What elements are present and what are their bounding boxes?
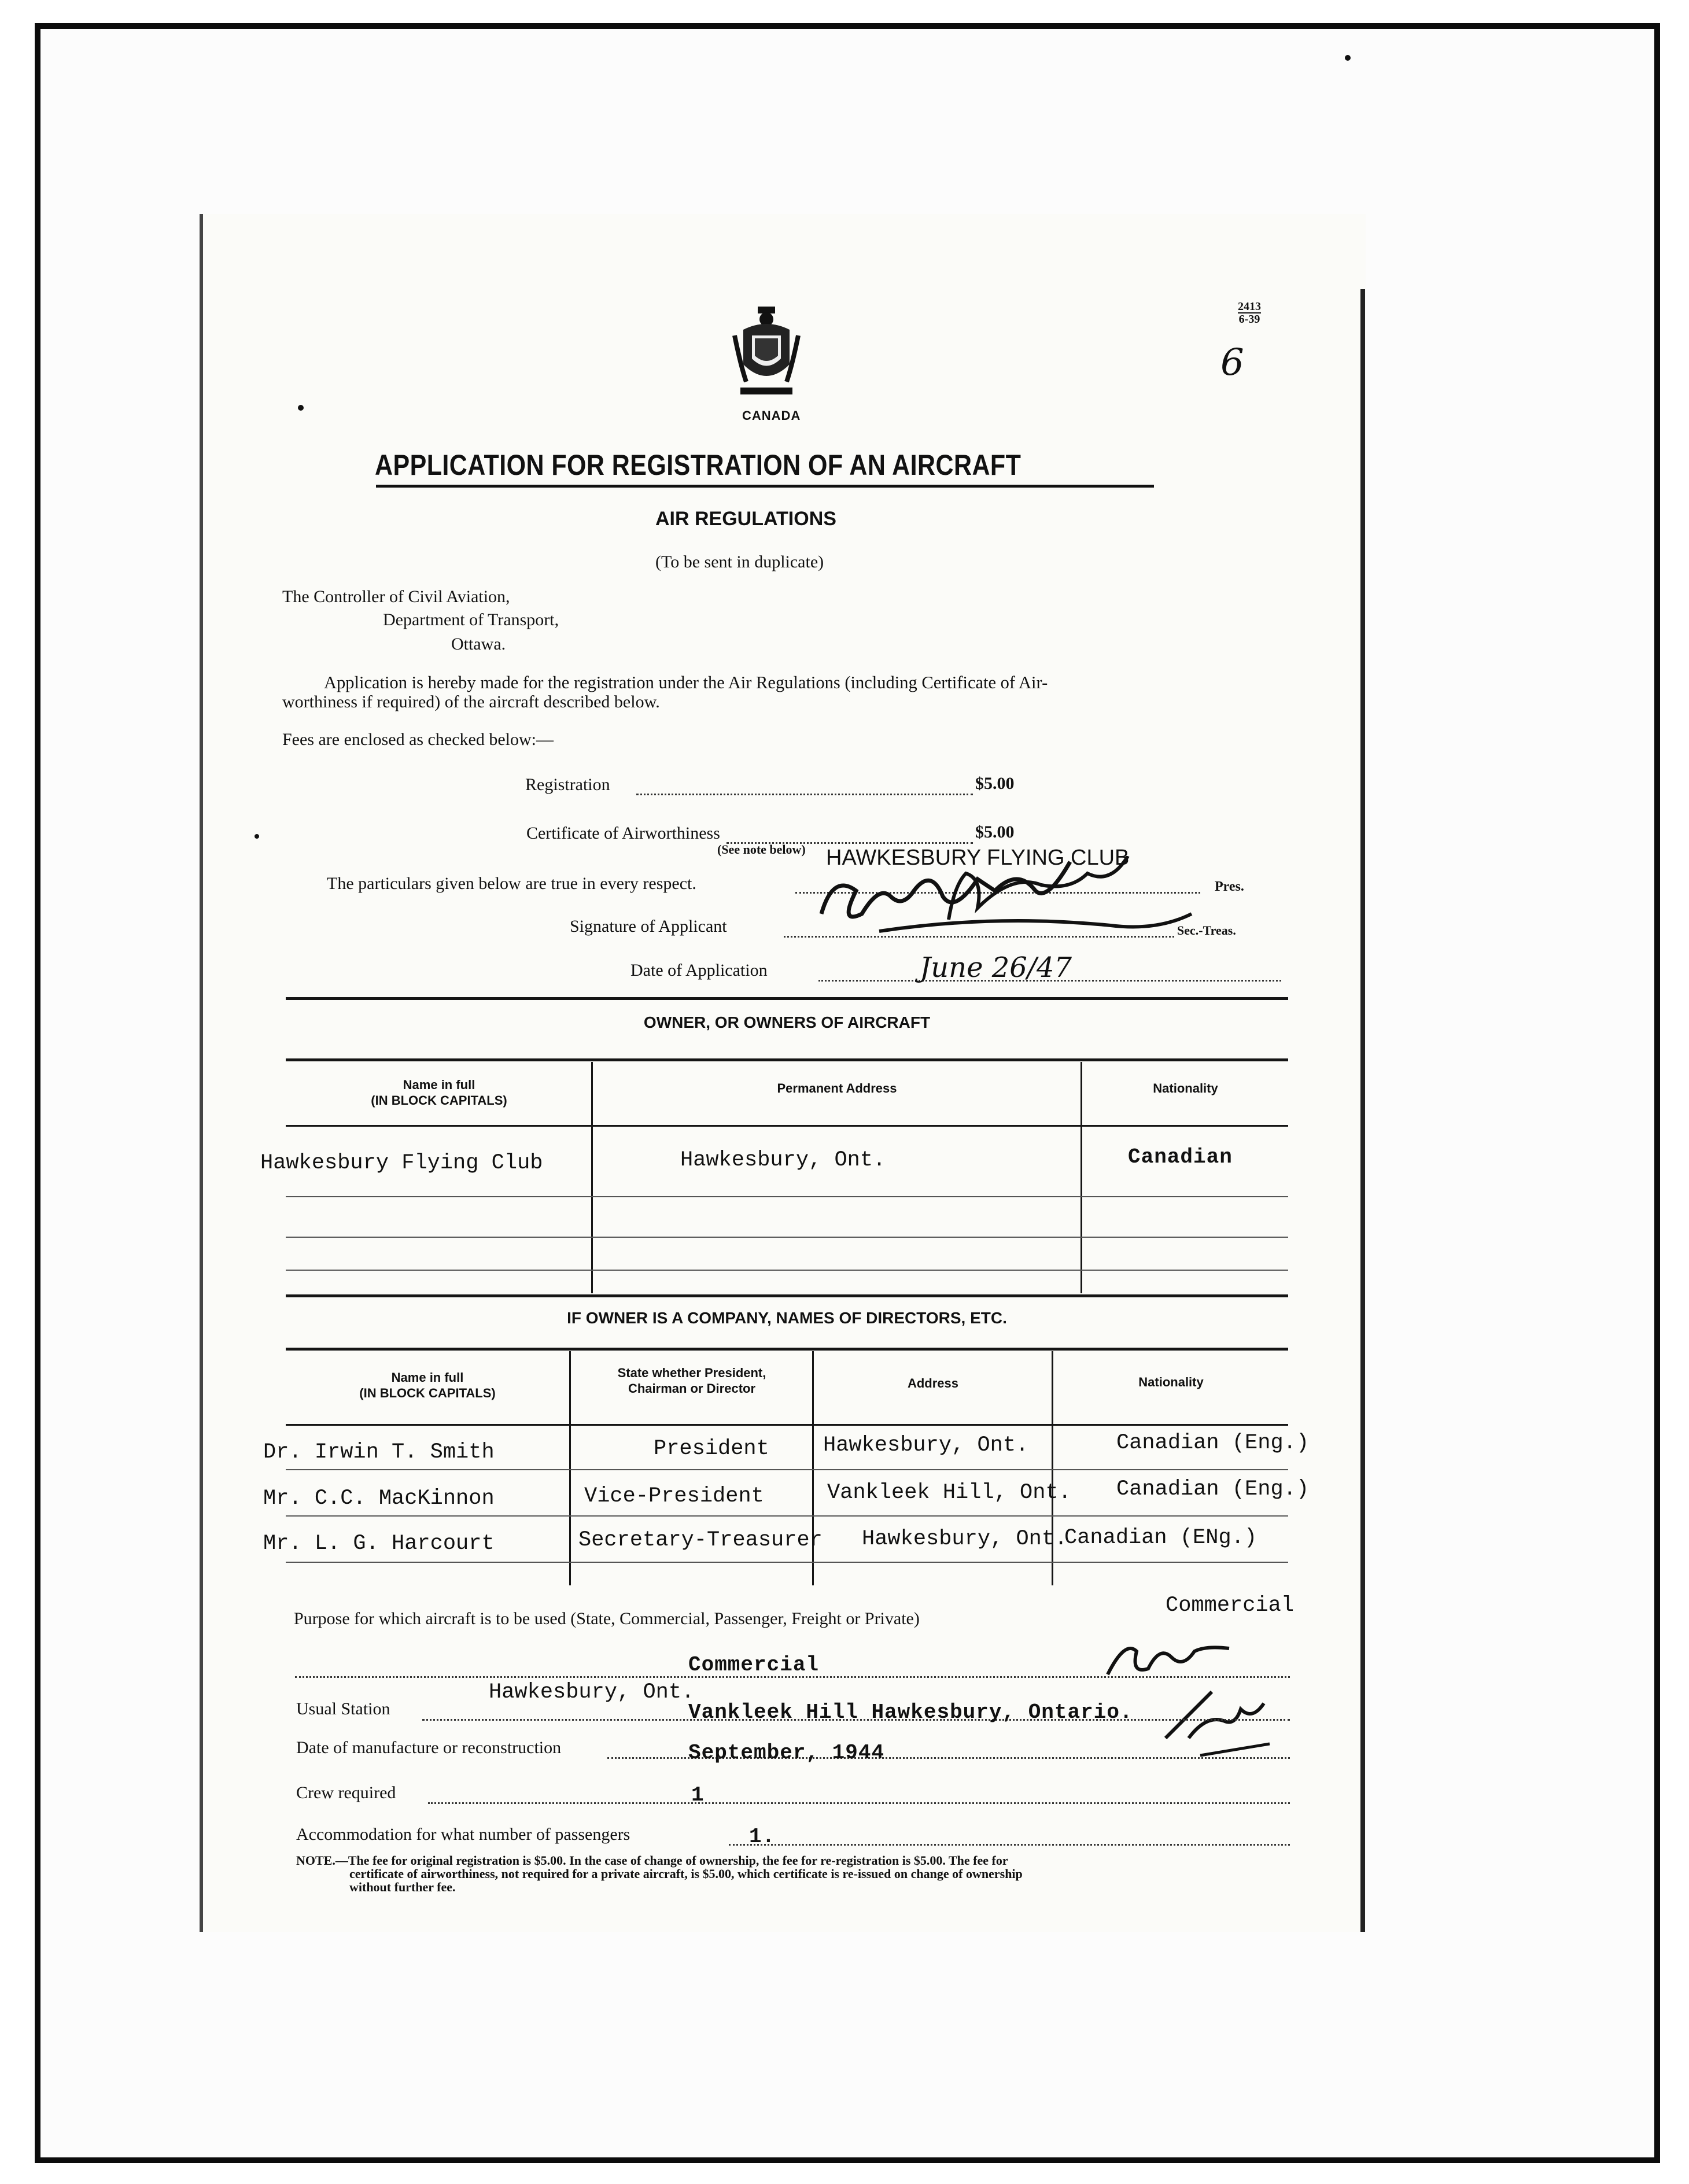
owner-nationality: Canadian [1128,1145,1233,1169]
directors-col-name-line2: (IN BLOCK CAPITALS) [359,1386,496,1400]
directors-col-nationality: Nationality [1138,1375,1204,1389]
directors-col-state-line2: Chairman or Director [628,1381,756,1396]
directors-col-state [571,1365,812,1396]
director-3-nationality: Canadian (ENg.) [1064,1526,1257,1550]
section-rule [286,1294,1288,1297]
section-rule [286,1058,1288,1061]
form-number-bottom: 6-39 [1238,313,1260,326]
row-rule [286,1469,1288,1470]
director-1-nationality: Canadian (Eng.) [1116,1431,1310,1455]
duplicate-note: (To be sent in duplicate) [655,552,824,571]
note-line2: certificate of airworthiness, not required for a private aircraft, is $5.00, which certificate is re-issued on change of ownership [349,1866,1023,1881]
dotted-line [428,1802,1290,1804]
column-divider [569,1351,571,1585]
section-rule [286,1348,1288,1351]
directors-section-title: IF OWNER IS A COMPANY, NAMES OF DIRECTORS, ETC. [567,1309,1007,1327]
directors-col-address: Address [907,1376,959,1390]
station-label: Usual Station [296,1699,390,1718]
fees-label: Fees are enclosed as checked below:— [282,730,554,749]
airworthiness-label: Certificate of Airworthiness [526,824,720,843]
dotted-line [729,1844,1290,1846]
airworthiness-amount: $5.00 [975,822,1015,842]
form-number-top: 2413 [1238,300,1261,313]
president-signature [810,856,1203,943]
director-3-address: Hawkesbury, Ont. [862,1527,1068,1551]
form-number [1238,301,1261,325]
row-rule [286,1515,1288,1517]
paper-edge [1360,289,1365,1932]
title-underline [376,485,1154,488]
row-rule [286,1125,1288,1127]
director-1-address: Hawkesbury, Ont. [823,1433,1029,1458]
club-stamp: HAWKESBURY FLYING CLUB [826,846,1130,870]
purpose-value-stamp: Commercial [688,1653,820,1677]
intro-line2: worthiness if required) of the aircraft described below. [282,692,660,711]
signature-label: Signature of Applicant [570,917,727,936]
purpose-value: Commercial [1166,1593,1295,1618]
ink-speck [255,834,259,839]
director-2-address: Vankleek Hill, Ont. [827,1481,1071,1505]
sec-treas-label: Sec.-Treas. [1177,923,1236,938]
crew-label: Crew required [296,1783,396,1802]
crew-value: 1 [691,1783,705,1807]
director-2-nationality: Canadian (Eng.) [1116,1477,1310,1502]
director-2-role: Vice-President [584,1484,764,1508]
passengers-label: Accommodation for what number of passengers [296,1825,630,1844]
director-1-role: President [654,1437,769,1461]
file-mark: 6 [1220,341,1244,384]
directors-col-name-line1: Name in full [391,1370,464,1385]
ink-speck [298,405,304,411]
row-rule [286,1562,1288,1563]
subtitle: AIR REGULATIONS [655,508,836,530]
footer-note [296,1854,1023,1894]
directors-col-name [286,1370,569,1401]
row-rule [286,1237,1288,1238]
owners-section-title: OWNER, OR OWNERS OF AIRCRAFT [643,1013,931,1031]
owner-name: Hawkesbury Flying Club [260,1151,543,1175]
director-2-name: Mr. C.C. MacKinnon [263,1486,495,1511]
manufacture-value: September, 1944 [688,1741,885,1765]
date-label: Date of Application [630,961,768,980]
owners-col-name-line2: (IN BLOCK CAPITALS) [371,1093,507,1108]
addressee-line2: Department of Transport, [383,610,559,629]
note-line3: without further fee. [349,1880,456,1894]
directors-col-state-line1: State whether President, [617,1366,766,1380]
page-title: APPLICATION FOR REGISTRATION OF AN AIRCRAFT [375,449,1021,481]
owners-col-name-line1: Name in full [403,1078,475,1092]
coat-of-arms-icon [732,301,801,405]
row-rule [286,1270,1288,1271]
row-rule [286,1196,1288,1197]
director-1-name: Dr. Irwin T. Smith [263,1440,495,1464]
note-line1: NOTE.—The fee for original registration is $5.00. In the case of change of ownership, the fee for re-registration is $5.00. The fee for [296,1853,1008,1868]
column-divider [591,1062,593,1293]
intro-line1: Application is hereby made for the registration under the Air Regulations (including Certificate of Air- [324,673,1048,692]
ink-speck [1345,55,1351,61]
owners-col-address: Permanent Address [777,1081,897,1095]
application-date: June 26/47 [920,951,1072,984]
section-rule [286,997,1288,1000]
addressee-line1: The Controller of Civil Aviation, [282,587,510,606]
row-rule [286,1424,1288,1426]
particulars-statement: The particulars given below are true in every respect. [327,874,696,893]
column-divider [1080,1062,1082,1293]
passengers-value: 1. [749,1825,776,1849]
pres-label: Pres. [1215,879,1244,894]
purpose-label: Purpose for which aircraft is to be used (State, Commercial, Passenger, Freight or Private) [294,1609,920,1628]
owner-address: Hawkesbury, Ont. [680,1148,886,1172]
see-note: (See note below) [717,842,806,857]
director-3-name: Mr. L. G. Harcourt [263,1532,495,1556]
director-3-role: Secretary-Treasurer [578,1528,823,1552]
country-label: CANADA [742,408,801,423]
addressee-line3: Ottawa. [451,634,506,654]
owners-col-name [286,1077,592,1108]
station-value: Hawkesbury, Ont. [489,1680,695,1705]
registration-label: Registration [525,775,610,794]
manufacture-label: Date of manufacture or reconstruction [296,1738,562,1757]
registration-amount: $5.00 [975,774,1015,793]
dotted-line [636,794,973,795]
owners-col-nationality: Nationality [1153,1081,1218,1095]
station-value-stamp: Vankleek Hill Hawkesbury, Ontario. [688,1700,1133,1724]
